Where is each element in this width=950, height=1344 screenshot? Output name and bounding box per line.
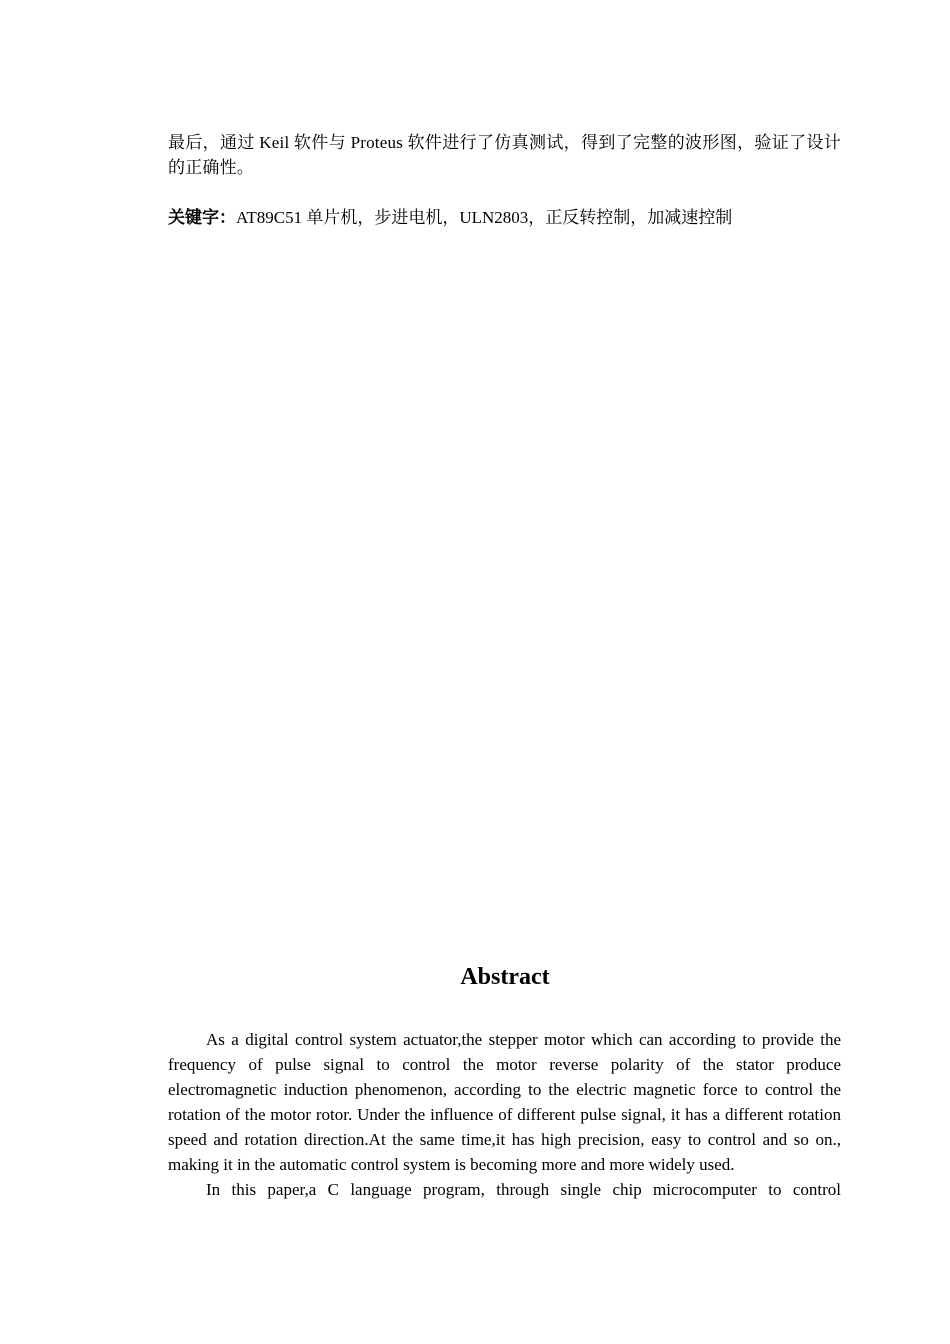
chinese-abstract-section [168,130,841,230]
english-abstract-section [168,1027,841,1202]
abstract-paragraph-1: As a digital control system actuator,the stepper motor which can according to provide the frequency of pulse signal to control the motor reverse polarity of the stator produce electromagnetic induction phenomenon, according to the electric magnetic force to control the rotation of the motor rotor. Under the influence of different pulse signal, it has a different rotation speed and rotation direction.At the same time,it has high precision, easy to control and so on., making it in the automatic control system is becoming more and more widely used. [168,1030,841,1174]
keywords-label: 关键字： [168,208,236,227]
keywords-text: AT89C51 单片机，步进电机，ULN2803，正反转控制，加减速控制 [236,208,733,227]
abstract-paragraph-2: In this paper,a C language program, through single chip microcomputer to control [206,1180,841,1199]
chinese-closing-paragraph: 最后，通过 Keil 软件与 Proteus 软件进行了仿真测试，得到了完整的波形图，验证了设计的正确性。 [168,133,841,177]
chinese-keywords-line [168,205,841,230]
abstract-heading: Abstract [460,964,550,990]
